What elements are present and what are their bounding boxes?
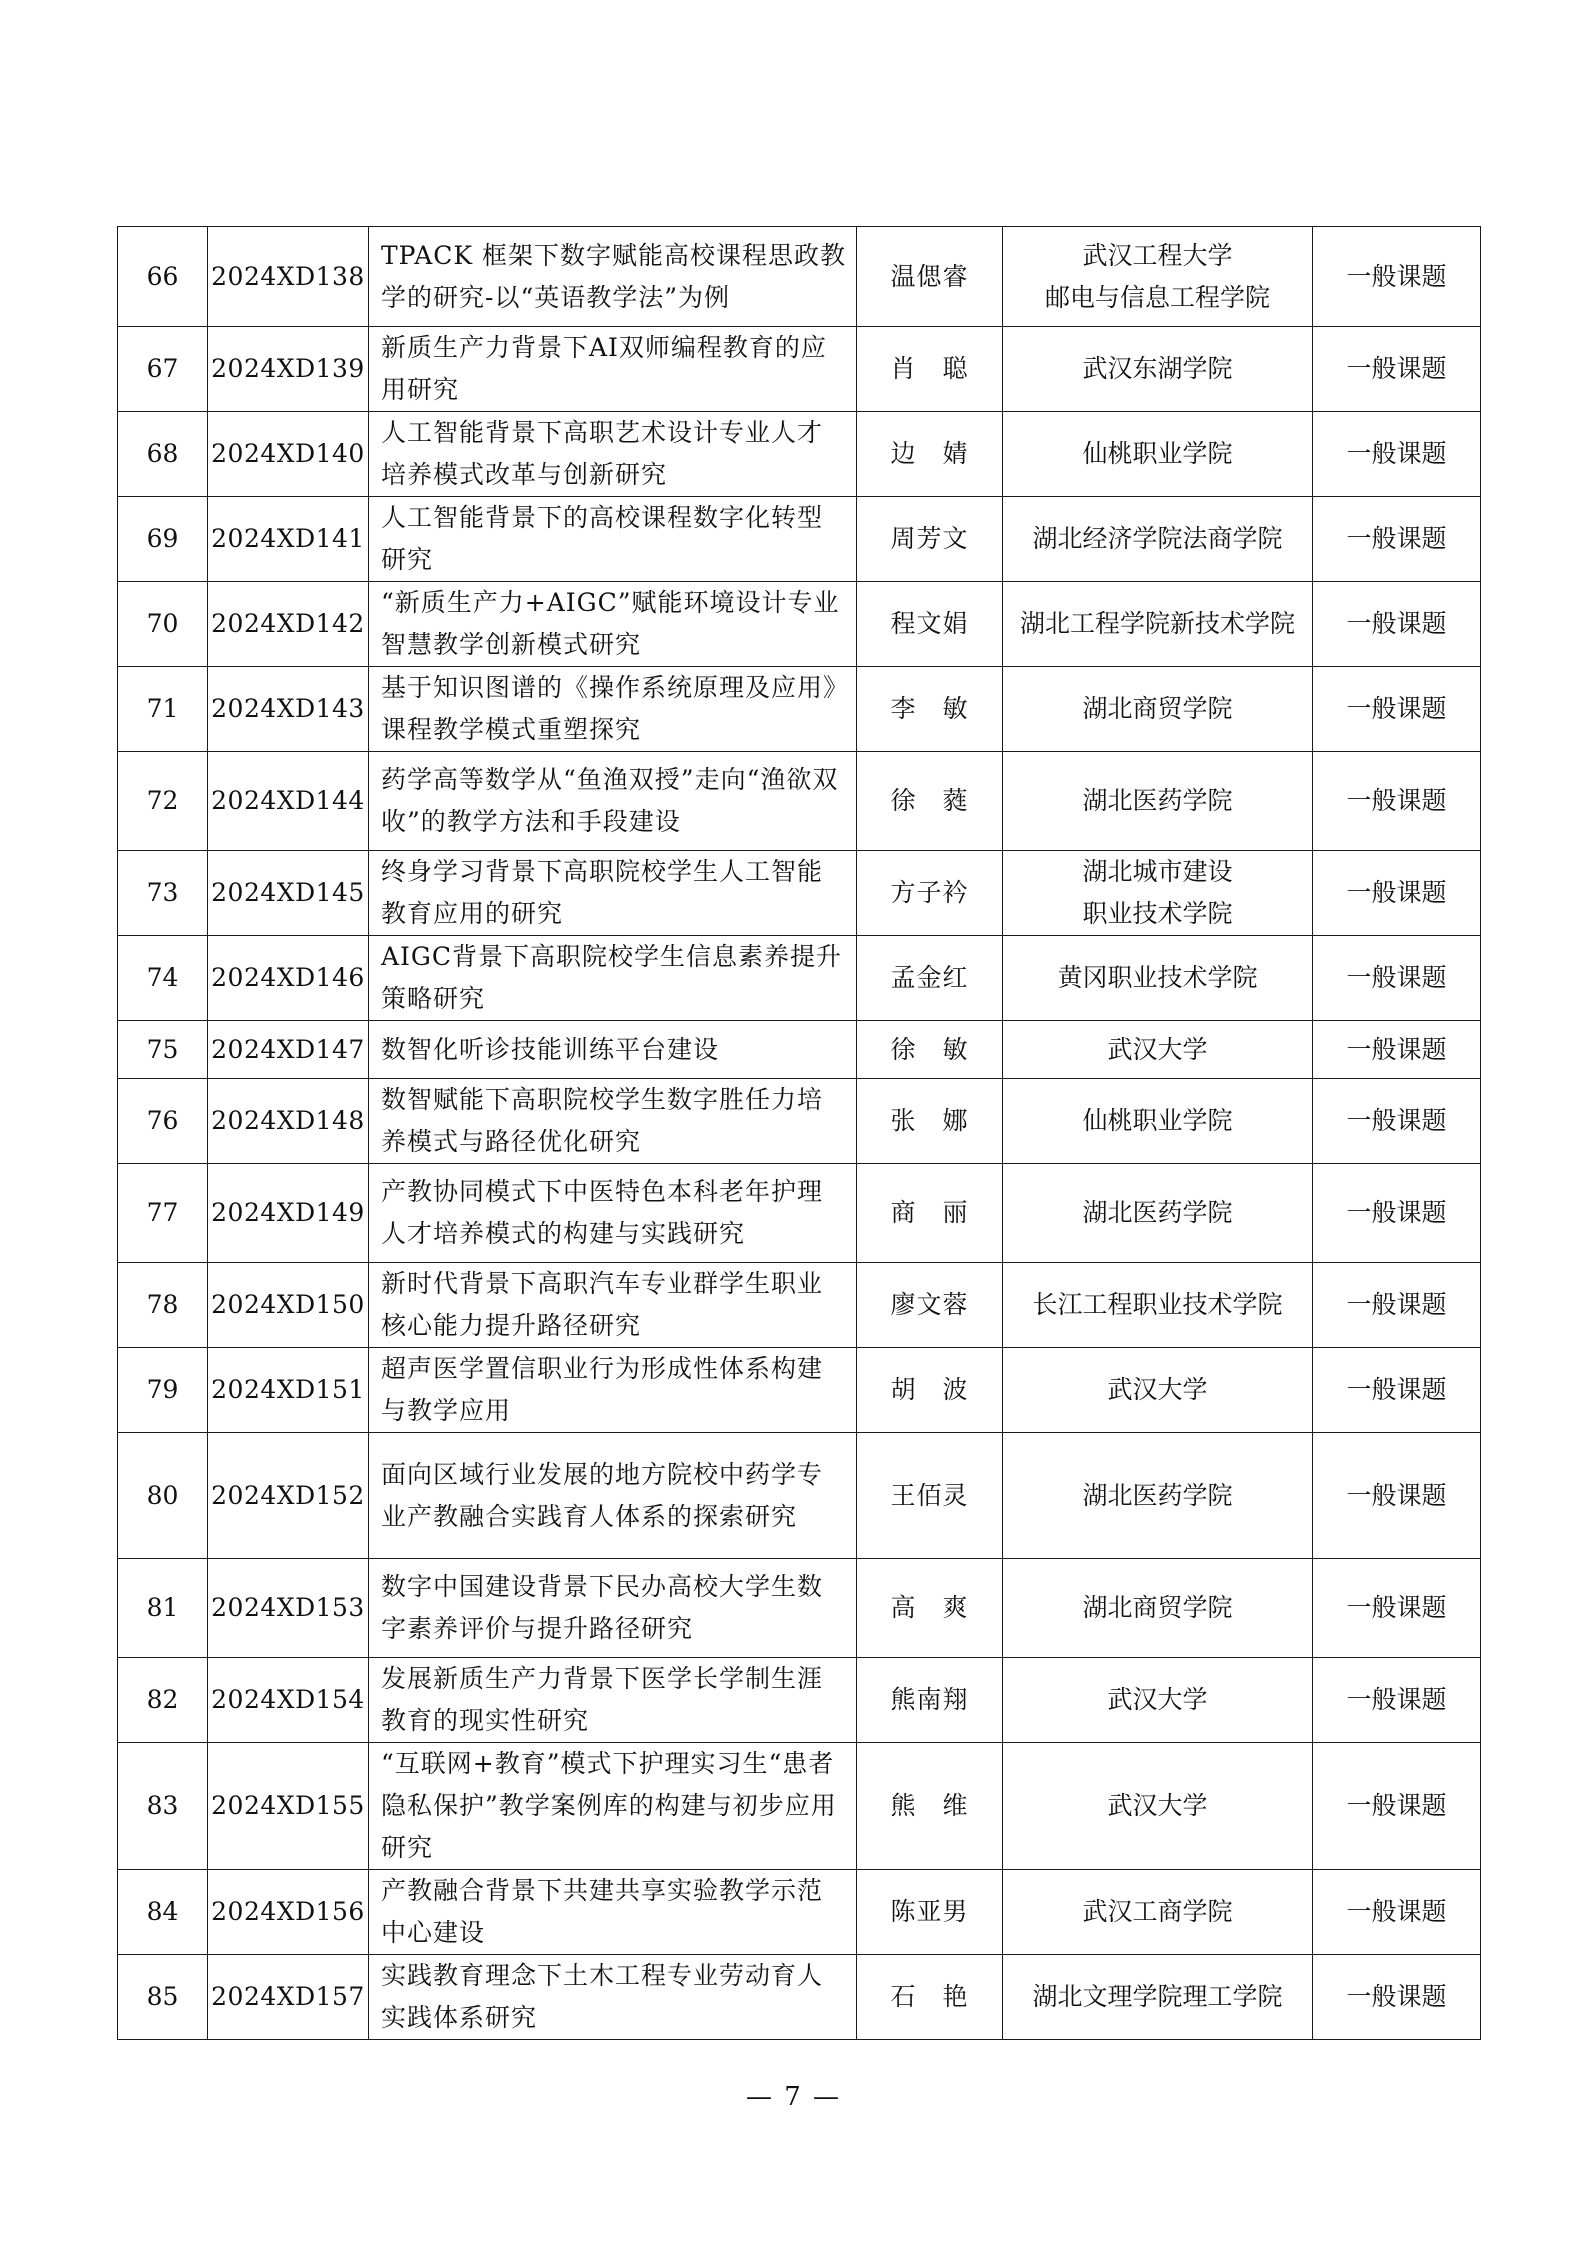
- institution-line: 武汉大学: [1107, 1791, 1208, 1820]
- cell-project-code: 2024XD147: [208, 1021, 369, 1079]
- table-row: [118, 1021, 1481, 1079]
- cell-project-title: 发展新质生产力背景下医学长学制生涯教育的现实性研究: [369, 1658, 857, 1743]
- institution-line: 仙桃职业学院: [1082, 439, 1233, 468]
- cell-principal: 程文娟: [857, 582, 1003, 667]
- cell-project-code: 2024XD152: [208, 1433, 369, 1559]
- cell-project-title: 面向区域行业发展的地方院校中药学专业产教融合实践育人体系的探索研究: [369, 1433, 857, 1559]
- institution-line: 湖北经济学院法商学院: [1032, 524, 1283, 553]
- table-row: [118, 227, 1481, 327]
- cell-category: 一般课题: [1313, 1021, 1481, 1079]
- cell-principal: 徐 蕤: [857, 752, 1003, 851]
- table-row: [118, 497, 1481, 582]
- cell-category: 一般课题: [1313, 327, 1481, 412]
- cell-number: 78: [118, 1263, 208, 1348]
- table-row: [118, 1079, 1481, 1164]
- table-row: [118, 1433, 1481, 1559]
- cell-project-code: 2024XD148: [208, 1079, 369, 1164]
- cell-number: 75: [118, 1021, 208, 1079]
- cell-category: 一般课题: [1313, 1870, 1481, 1955]
- cell-number: 72: [118, 752, 208, 851]
- cell-number: 80: [118, 1433, 208, 1559]
- cell-institution: [1003, 1164, 1313, 1263]
- cell-institution: [1003, 582, 1313, 667]
- cell-institution: [1003, 1348, 1313, 1433]
- cell-project-title: “互联网+教育”模式下护理实习生“患者隐私保护”教学案例库的构建与初步应用研究: [369, 1743, 857, 1870]
- cell-principal: 胡 波: [857, 1348, 1003, 1433]
- cell-number: 70: [118, 582, 208, 667]
- institution-line: 武汉工程大学: [1082, 240, 1233, 270]
- institution-line: 湖北医药学院: [1082, 786, 1233, 815]
- cell-principal: 方子衿: [857, 851, 1003, 936]
- cell-project-code: 2024XD139: [208, 327, 369, 412]
- institution-line: 武汉大学: [1107, 1034, 1208, 1064]
- institution-line: 湖北医药学院: [1082, 1480, 1233, 1510]
- cell-principal: 商 丽: [857, 1164, 1003, 1263]
- cell-category: 一般课题: [1313, 497, 1481, 582]
- table-row: [118, 582, 1481, 667]
- cell-project-code: 2024XD157: [208, 1955, 369, 2040]
- cell-category: 一般课题: [1313, 851, 1481, 936]
- institution-line: 湖北商贸学院: [1082, 694, 1233, 723]
- table-row: [118, 1348, 1481, 1433]
- cell-principal: 肖 聪: [857, 327, 1003, 412]
- institution-line: 黄冈职业技术学院: [1057, 963, 1258, 992]
- cell-institution: [1003, 1955, 1313, 2040]
- cell-category: 一般课题: [1313, 1263, 1481, 1348]
- cell-project-code: 2024XD142: [208, 582, 369, 667]
- cell-project-title: 人工智能背景下的高校课程数字化转型研究: [369, 497, 857, 582]
- cell-project-title: “新质生产力+AIGC”赋能环境设计专业智慧教学创新模式研究: [369, 582, 857, 667]
- cell-category: 一般课题: [1313, 752, 1481, 851]
- institution-line: 湖北医药学院: [1082, 1198, 1233, 1227]
- cell-project-title: 数智赋能下高职院校学生数字胜任力培养模式与路径优化研究: [369, 1079, 857, 1164]
- cell-number: 71: [118, 667, 208, 752]
- cell-project-title: 新时代背景下高职汽车专业群学生职业核心能力提升路径研究: [369, 1263, 857, 1348]
- cell-principal: 温偲睿: [857, 227, 1003, 327]
- institution-line: 武汉大学: [1107, 1685, 1208, 1714]
- cell-institution: [1003, 327, 1313, 412]
- cell-number: 85: [118, 1955, 208, 2040]
- cell-project-title: TPACK 框架下数字赋能高校课程思政教学的研究-以“英语教学法”为例: [369, 227, 857, 327]
- cell-project-code: 2024XD149: [208, 1164, 369, 1263]
- table-row: [118, 1955, 1481, 2040]
- table-row: [118, 1658, 1481, 1743]
- cell-project-title: 数智化听诊技能训练平台建设: [369, 1021, 857, 1079]
- cell-project-code: 2024XD153: [208, 1559, 369, 1658]
- cell-category: 一般课题: [1313, 227, 1481, 327]
- cell-category: 一般课题: [1313, 582, 1481, 667]
- cell-project-code: 2024XD143: [208, 667, 369, 752]
- institution-line: 职业技术学院: [1082, 899, 1233, 928]
- cell-project-code: 2024XD138: [208, 227, 369, 327]
- cell-institution: [1003, 1433, 1313, 1559]
- cell-project-title: 人工智能背景下高职艺术设计专业人才培养模式改革与创新研究: [369, 412, 857, 497]
- cell-institution: [1003, 667, 1313, 752]
- institution-line: 湖北商贸学院: [1082, 1593, 1233, 1622]
- cell-number: 68: [118, 412, 208, 497]
- cell-project-title: 产教协同模式下中医特色本科老年护理人才培养模式的构建与实践研究: [369, 1164, 857, 1263]
- cell-principal: 熊 维: [857, 1743, 1003, 1870]
- cell-number: 79: [118, 1348, 208, 1433]
- cell-project-title: 数字中国建设背景下民办高校大学生数字素养评价与提升路径研究: [369, 1559, 857, 1658]
- cell-principal: 徐 敏: [857, 1021, 1003, 1079]
- cell-principal: 高 爽: [857, 1559, 1003, 1658]
- project-table: [117, 226, 1481, 2040]
- cell-principal: 李 敏: [857, 667, 1003, 752]
- cell-institution: [1003, 1263, 1313, 1348]
- cell-principal: 廖文蓉: [857, 1263, 1003, 1348]
- cell-principal: 陈亚男: [857, 1870, 1003, 1955]
- table-row: [118, 1743, 1481, 1870]
- cell-category: 一般课题: [1313, 667, 1481, 752]
- cell-project-title: AIGC背景下高职院校学生信息素养提升策略研究: [369, 936, 857, 1021]
- institution-line: 湖北文理学院理工学院: [1032, 1982, 1283, 2011]
- institution-line: 长江工程职业技术学院: [1032, 1290, 1283, 1319]
- cell-principal: 孟金红: [857, 936, 1003, 1021]
- cell-category: 一般课题: [1313, 936, 1481, 1021]
- cell-number: 84: [118, 1870, 208, 1955]
- cell-project-title: 产教融合背景下共建共享实验教学示范中心建设: [369, 1870, 857, 1955]
- cell-category: 一般课题: [1313, 412, 1481, 497]
- table-row: [118, 327, 1481, 412]
- cell-project-code: 2024XD155: [208, 1743, 369, 1870]
- table-row: [118, 752, 1481, 851]
- cell-number: 76: [118, 1079, 208, 1164]
- page-number: — 7 —: [745, 2082, 842, 2112]
- institution-line: 武汉工商学院: [1082, 1897, 1233, 1926]
- table-row: [118, 667, 1481, 752]
- cell-project-code: 2024XD151: [208, 1348, 369, 1433]
- cell-institution: [1003, 936, 1313, 1021]
- cell-number: 77: [118, 1164, 208, 1263]
- cell-number: 74: [118, 936, 208, 1021]
- cell-project-title: 新质生产力背景下AI双师编程教育的应用研究: [369, 327, 857, 412]
- institution-line: 湖北城市建设: [1082, 857, 1233, 886]
- cell-principal: 熊南翔: [857, 1658, 1003, 1743]
- cell-principal: 周芳文: [857, 497, 1003, 582]
- cell-project-title: 实践教育理念下土木工程专业劳动育人实践体系研究: [369, 1955, 857, 2040]
- cell-principal: 边 婧: [857, 412, 1003, 497]
- cell-institution: [1003, 412, 1313, 497]
- institution-line: 武汉东湖学院: [1082, 354, 1233, 383]
- cell-project-title: 终身学习背景下高职院校学生人工智能教育应用的研究: [369, 851, 857, 936]
- cell-institution: [1003, 1559, 1313, 1658]
- cell-project-code: 2024XD140: [208, 412, 369, 497]
- cell-category: 一般课题: [1313, 1433, 1481, 1559]
- cell-principal: 张 娜: [857, 1079, 1003, 1164]
- cell-category: 一般课题: [1313, 1955, 1481, 2040]
- cell-category: 一般课题: [1313, 1559, 1481, 1658]
- cell-institution: [1003, 1870, 1313, 1955]
- institution-line: 湖北工程学院新技术学院: [1019, 609, 1295, 638]
- table-row: [118, 1870, 1481, 1955]
- cell-project-code: 2024XD154: [208, 1658, 369, 1743]
- cell-number: 73: [118, 851, 208, 936]
- cell-number: 69: [118, 497, 208, 582]
- institution-line: 仙桃职业学院: [1082, 1106, 1233, 1135]
- cell-project-title: 基于知识图谱的《操作系统原理及应用》课程教学模式重塑探究: [369, 667, 857, 752]
- cell-project-code: 2024XD150: [208, 1263, 369, 1348]
- institution-line: 邮电与信息工程学院: [1044, 282, 1270, 312]
- cell-number: 83: [118, 1743, 208, 1870]
- table-row: [118, 1164, 1481, 1263]
- cell-project-code: 2024XD146: [208, 936, 369, 1021]
- table-row: [118, 851, 1481, 936]
- cell-category: 一般课题: [1313, 1743, 1481, 1870]
- cell-category: 一般课题: [1313, 1164, 1481, 1263]
- table-row: [118, 1559, 1481, 1658]
- table-row: [118, 1263, 1481, 1348]
- cell-institution: [1003, 1658, 1313, 1743]
- cell-number: 82: [118, 1658, 208, 1743]
- cell-project-code: 2024XD145: [208, 851, 369, 936]
- project-table-body: [118, 227, 1481, 2040]
- cell-institution: [1003, 1021, 1313, 1079]
- cell-project-code: 2024XD156: [208, 1870, 369, 1955]
- institution-line: 武汉大学: [1107, 1375, 1208, 1404]
- cell-institution: [1003, 851, 1313, 936]
- cell-institution: [1003, 227, 1313, 327]
- cell-project-title: 超声医学置信职业行为形成性体系构建与教学应用: [369, 1348, 857, 1433]
- cell-institution: [1003, 1079, 1313, 1164]
- cell-number: 67: [118, 327, 208, 412]
- cell-project-code: 2024XD141: [208, 497, 369, 582]
- cell-institution: [1003, 497, 1313, 582]
- cell-principal: 王佰灵: [857, 1433, 1003, 1559]
- cell-number: 66: [118, 227, 208, 327]
- cell-project-code: 2024XD144: [208, 752, 369, 851]
- table-row: [118, 936, 1481, 1021]
- cell-category: 一般课题: [1313, 1658, 1481, 1743]
- table-row: [118, 412, 1481, 497]
- cell-institution: [1003, 752, 1313, 851]
- cell-number: 81: [118, 1559, 208, 1658]
- cell-category: 一般课题: [1313, 1079, 1481, 1164]
- cell-project-title: 药学高等数学从“鱼渔双授”走向“渔欲双收”的教学方法和手段建设: [369, 752, 857, 851]
- cell-principal: 石 艳: [857, 1955, 1003, 2040]
- project-table-container: [117, 226, 1480, 2040]
- cell-institution: [1003, 1743, 1313, 1870]
- cell-category: 一般课题: [1313, 1348, 1481, 1433]
